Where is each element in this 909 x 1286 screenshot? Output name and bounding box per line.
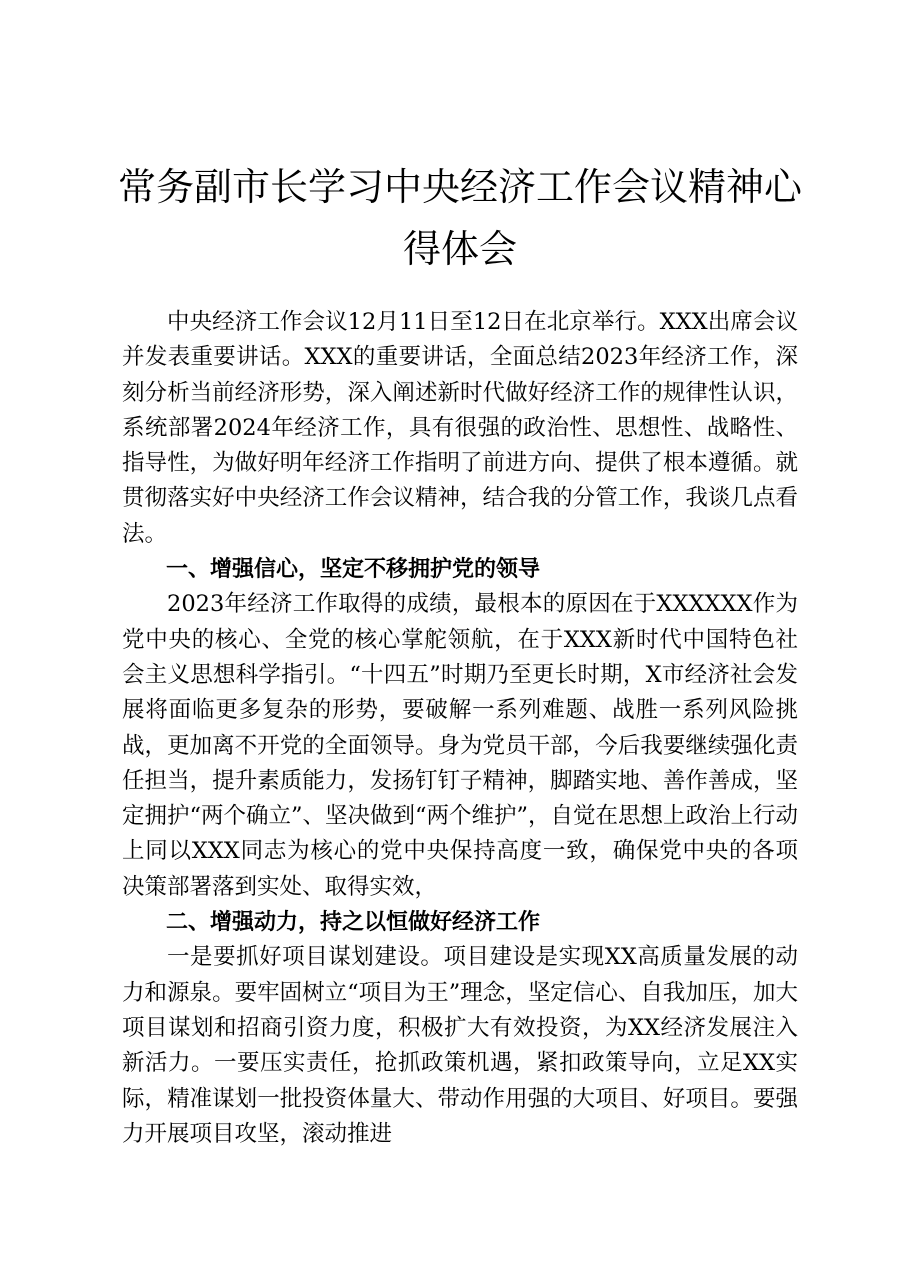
section-heading-2: 二、增强动力，持之以恒做好经济工作 (166, 910, 541, 936)
document-title: 常务副市长学习中央经济工作会议精神心得体会 (117, 165, 802, 271)
document-body (122, 305, 798, 1152)
section-heading-1: 一、增强信心，坚定不移拥护党的领导 (166, 557, 541, 583)
section-1-paragraph: 2023年经济工作取得的成绩，最根本的原因在于XXXXXX作为党中央的核心、全党的核心掌舵领航，在于XXX新时代中国特色社会主义思想科学指引。“十四五”时期乃至更长时期，X市经济社会发展将面临更多复杂的形势，要破解一系列难题、战胜一系列风险挑战，更加离不开党的全面领导。身为党员干部，今后我要继续强化责任担当，提升素质能力，发扬钉钉子精神，脚踏实地、善作善成，坚定拥护“两个确立”、坚决做到“两个维护”，自觉在思想上政治上行动上同以XXX同志为核心的党中央保持高度一致，确保党中央的各项决策部署落到实处、取得实效， (122, 591, 799, 900)
section-2-paragraph: 一是要抓好项目谋划建设。项目建设是实现XX高质量发展的动力和源泉。要牢固树立“项目为王”理念，坚定信心、自我加压，加大项目谋划和招商引资力度，积极扩大有效投资，为XX经济发展注入新活力。一要压实责任，抢抓政策机遇，紧扣政策导向，立足XX实际，精准谋划一批投资体量大、带动作用强的大项目、好项目。要强力开展项目攻坚，滚动推进 (122, 944, 798, 1147)
intro-paragraph: 中央经济工作会议12月11日至12日在北京举行。XXX出席会议并发表重要讲话。XXX的重要讲话，全面总结2023年经济工作，深刻分析当前经济形势，深入阐述新时代做好经济工作的规律性认识，系统部署2024年经济工作，具有很强的政治性、思想性、战略性、指导性，为做好明年经济工作指明了前进方向、提供了根本遵循。就贯彻落实好中央经济工作会议精神，结合我的分管工作，我谈几点看法。 (122, 309, 798, 547)
